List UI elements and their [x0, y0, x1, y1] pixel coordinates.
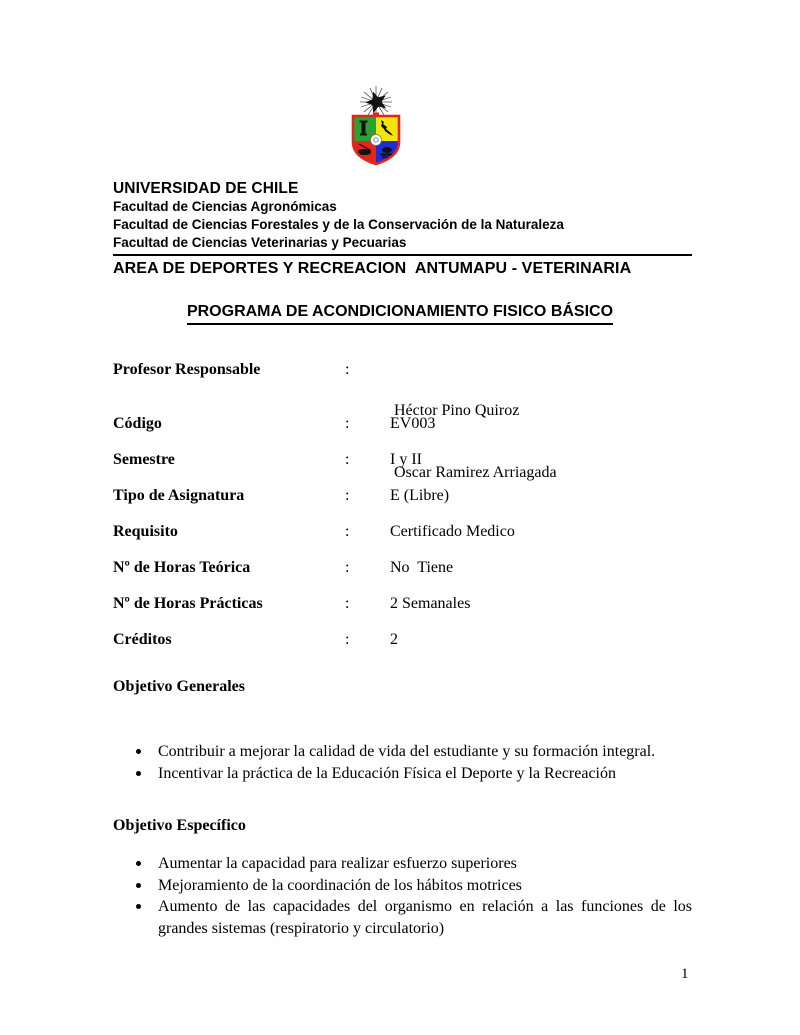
bullet-icon — [136, 771, 141, 776]
field-label: Profesor Responsable — [113, 361, 261, 378]
professor-name-1: Héctor Pino Quiroz — [394, 402, 520, 419]
field-row-semestre — [113, 450, 692, 471]
bullet-text: Aumento de las capacidades del organismo en relación a las funciones de los grandes sistemas (respiratorio y circulatorio) — [158, 898, 692, 937]
field-separator: : — [345, 487, 350, 504]
field-value: E (Libre) — [390, 487, 450, 504]
university-crest-logo — [344, 84, 408, 168]
bullet-item — [135, 896, 692, 939]
document-title: PROGRAMA DE ACONDICIONAMIENTO FISICO BÁSICO — [187, 303, 613, 325]
university-name: UNIVERSIDAD DE CHILE — [113, 180, 299, 197]
letterhead — [113, 179, 692, 278]
field-row-creditos — [113, 630, 692, 651]
bullet-item — [135, 741, 692, 763]
objetivo-generales-list — [135, 741, 692, 784]
department-name: AREA DE DEPORTES Y RECREACION ANTUMAPU - VETERINARIA — [113, 260, 632, 277]
field-separator: : — [345, 415, 350, 432]
bullet-item — [135, 853, 692, 875]
faculty-line-2: Facultad de Ciencias Forestales y de la Conservación de la Naturaleza — [113, 217, 564, 232]
field-separator: : — [345, 523, 350, 540]
field-value: Certificado Medico — [390, 523, 515, 540]
field-row-horas-practicas — [113, 594, 692, 615]
crest-icon — [344, 84, 408, 168]
field-row-codigo — [113, 414, 692, 435]
bullet-icon — [136, 861, 141, 866]
field-value: 2 — [390, 631, 398, 648]
bullet-text: Incentivar la práctica de la Educación Física el Deporte y la Recreación — [158, 764, 616, 782]
field-row-horas-teorica — [113, 558, 692, 579]
field-value: 2 Semanales — [390, 595, 471, 612]
objetivo-especifico-list — [135, 853, 692, 939]
field-label: Requisito — [113, 523, 178, 540]
field-row-requisito — [113, 522, 692, 543]
field-separator: : — [345, 361, 350, 378]
faculty-line-1: Facultad de Ciencias Agronómicas — [113, 199, 337, 214]
field-separator: : — [345, 595, 350, 612]
field-separator: : — [345, 559, 350, 576]
field-separator: : — [345, 451, 350, 468]
shield-icon — [353, 113, 399, 165]
field-label: Código — [113, 415, 162, 432]
bullet-icon — [136, 904, 141, 909]
field-label: Semestre — [113, 451, 175, 468]
field-label: Nº de Horas Prácticas — [113, 595, 263, 612]
professor-name-2: Oscar Ramirez Arriagada — [394, 463, 557, 481]
field-value: No Tiene — [390, 559, 454, 576]
bullet-text: Aumentar la capacidad para realizar esfuerzo superiores — [158, 855, 517, 872]
field-value: EV003 — [390, 415, 436, 432]
title-container — [0, 303, 800, 325]
bullet-text: Mejoramiento de la coordinación de los hábitos motrices — [158, 876, 522, 894]
page-number: 1 — [681, 966, 689, 982]
star-icon — [363, 88, 390, 114]
field-label: Nº de Horas Teórica — [113, 559, 251, 576]
field-value: I y II — [390, 451, 422, 468]
section-heading-objetivo-especifico: Objetivo Específico — [113, 817, 246, 834]
field-separator: : — [345, 631, 350, 648]
field-label: Tipo de Asignatura — [113, 487, 245, 504]
field-row-tipo-asignatura — [113, 486, 692, 507]
faculty-line-3: Facultad de Ciencias Veterinarias y Pecuarias — [113, 235, 407, 250]
field-label: Créditos — [113, 631, 172, 648]
header-divider — [113, 254, 692, 256]
section-heading-objetivo-generales: Objetivo Generales — [113, 678, 245, 695]
bullet-item — [135, 875, 692, 897]
bullet-icon — [136, 749, 141, 754]
bullet-text: Contribuir a mejorar la calidad de vida del estudiante y su formación integral. — [158, 743, 656, 760]
bullet-icon — [136, 883, 141, 888]
bullet-item — [135, 763, 692, 785]
